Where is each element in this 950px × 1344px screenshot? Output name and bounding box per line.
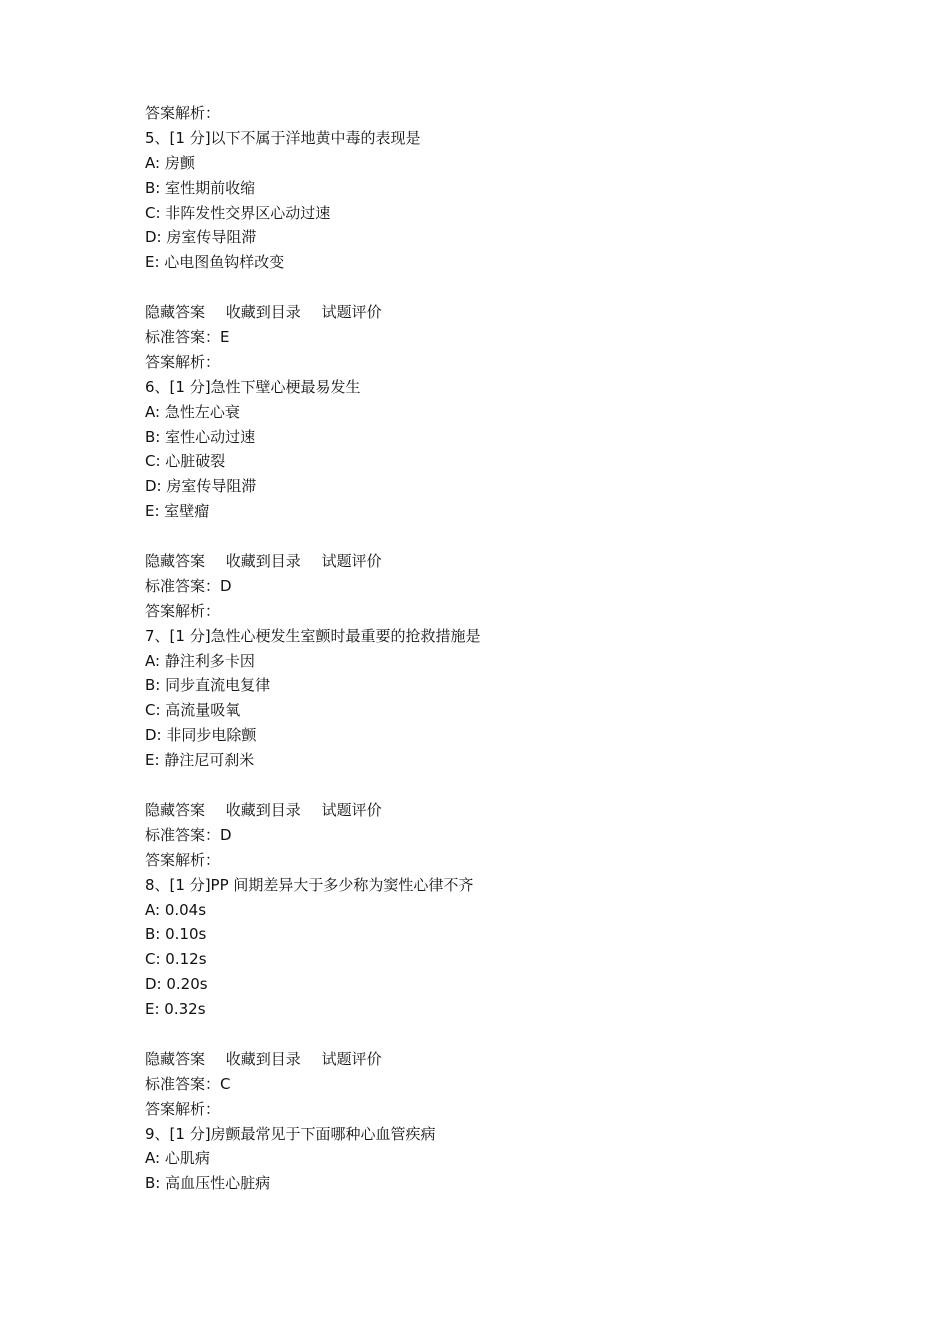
option-b: B: 0.10s (145, 925, 207, 944)
option-c: C: 0.12s (145, 950, 207, 969)
hide-answer-link[interactable]: 隐藏答案 (145, 1049, 206, 1068)
answer-analysis-label: 答案解析： (145, 601, 221, 620)
option-c: C: 高流量吸氧 (145, 701, 241, 720)
option-d: D: 0.20s (145, 975, 208, 994)
question-title: 7、[1 分]急性心梗发生室颤时最重要的抢救措施是 (145, 626, 481, 645)
question-title: 5、[1 分]以下不属于洋地黄中毒的表现是 (145, 128, 421, 147)
spacer (145, 773, 845, 798)
question-block (145, 375, 845, 624)
question-block (145, 1122, 845, 1197)
rate-question-link[interactable]: 试题评价 (321, 800, 382, 819)
option-d: D: 房室传导阻滞 (145, 477, 257, 496)
option-e: E: 0.32s (145, 1000, 206, 1019)
option-d: D: 非同步电除颤 (145, 726, 257, 745)
question-block (145, 126, 845, 375)
rate-question-link[interactable]: 试题评价 (321, 303, 382, 322)
answer-analysis-label: 答案解析： (145, 1099, 221, 1118)
hide-answer-link[interactable]: 隐藏答案 (145, 800, 206, 819)
hide-answer-link[interactable]: 隐藏答案 (145, 303, 206, 322)
option-e: E: 心电图鱼钩样改变 (145, 253, 285, 272)
add-to-catalog-link[interactable]: 收藏到目录 (225, 800, 301, 819)
question-block (145, 624, 845, 873)
answer-analysis-label: 答案解析： (145, 352, 221, 371)
option-b: B: 室性心动过速 (145, 427, 256, 446)
option-e: E: 静注尼可刹米 (145, 751, 255, 770)
standard-answer: 标准答案：D (145, 576, 232, 595)
add-to-catalog-link[interactable]: 收藏到目录 (225, 1049, 301, 1068)
option-d: D: 房室传导阻滞 (145, 228, 257, 247)
document-page (145, 101, 845, 1196)
option-a: A: 心肌病 (145, 1149, 210, 1168)
option-c: C: 心脏破裂 (145, 452, 226, 471)
spacer (145, 1022, 845, 1047)
standard-answer: 标准答案：E (145, 328, 230, 347)
spacer (145, 275, 845, 300)
option-e: E: 室壁瘤 (145, 502, 210, 521)
option-a: A: 急性左心衰 (145, 402, 240, 421)
standard-answer: 标准答案：C (145, 1074, 231, 1093)
option-a: A: 房颤 (145, 153, 195, 172)
question-title: 9、[1 分]房颤最常见于下面哪种心血管疾病 (145, 1124, 436, 1143)
rate-question-link[interactable]: 试题评价 (321, 1049, 382, 1068)
spacer (145, 524, 845, 549)
add-to-catalog-link[interactable]: 收藏到目录 (225, 552, 301, 571)
standard-answer: 标准答案：D (145, 825, 232, 844)
option-b: B: 高血压性心脏病 (145, 1174, 271, 1193)
answer-analysis-label: 答案解析： (145, 850, 221, 869)
option-a: A: 0.04s (145, 900, 207, 919)
question-actions (145, 549, 845, 574)
question-title: 8、[1 分]PP 间期差异大于多少称为窦性心律不齐 (145, 875, 474, 894)
question-title: 6、[1 分]急性下壁心梗最易发生 (145, 377, 361, 396)
option-a: A: 静注利多卡因 (145, 651, 255, 670)
question-block (145, 873, 845, 1122)
answer-analysis-label: 答案解析： (145, 104, 221, 122)
question-actions (145, 798, 845, 823)
add-to-catalog-link[interactable]: 收藏到目录 (225, 303, 301, 322)
question-actions (145, 1047, 845, 1072)
option-b: B: 同步直流电复律 (145, 676, 271, 695)
rate-question-link[interactable]: 试题评价 (321, 552, 382, 571)
question-actions (145, 300, 845, 325)
option-b: B: 室性期前收缩 (145, 178, 256, 197)
hide-answer-link[interactable]: 隐藏答案 (145, 552, 206, 571)
option-c: C: 非阵发性交界区心动过速 (145, 203, 331, 222)
